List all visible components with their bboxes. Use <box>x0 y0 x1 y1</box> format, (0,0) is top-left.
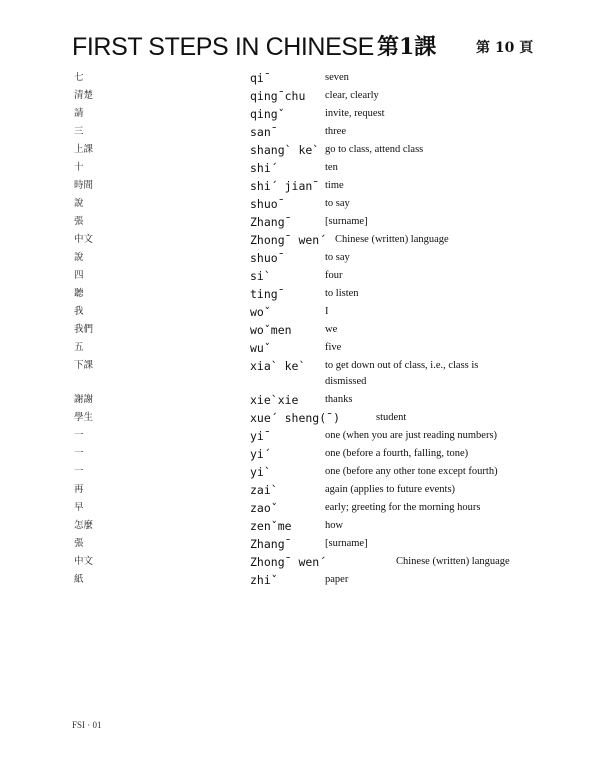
hanzi-term: 清楚 <box>74 90 94 101</box>
hanzi-term: 七 <box>74 72 84 83</box>
english-gloss: one (before any other tone except fourth) <box>325 466 498 477</box>
pinyin-romanization: woˇ <box>250 305 271 319</box>
hanzi-term: 五 <box>74 342 84 353</box>
vocabulary-list <box>0 69 605 589</box>
vocab-row <box>0 159 605 177</box>
hanzi-term: 中文 <box>74 556 94 567</box>
vocab-row <box>0 357 605 391</box>
vocab-row <box>0 427 605 445</box>
page-number: 第 10 頁 <box>476 40 534 56</box>
english-gloss: to say <box>325 252 350 263</box>
hanzi-term: 聽 <box>74 288 84 299</box>
english-gloss: ten <box>325 162 338 173</box>
hanzi-term: 三 <box>74 126 84 137</box>
pinyin-romanization: Zhong¯ wen´ <box>250 233 327 247</box>
pinyin-romanization: san¯ <box>250 125 278 139</box>
vocab-row <box>0 87 605 105</box>
english-gloss: Chinese (written) language <box>335 234 449 245</box>
english-gloss: time <box>325 180 344 191</box>
vocab-row <box>0 105 605 123</box>
english-gloss: to listen <box>325 288 359 299</box>
vocab-row <box>0 177 605 195</box>
english-gloss: to get down out of class, i.e., class is dismissed <box>325 360 479 387</box>
hanzi-term: 說 <box>74 198 84 209</box>
pinyin-romanization: si` <box>250 269 271 283</box>
vocab-row <box>0 267 605 285</box>
pinyin-romanization: woˇmen <box>250 323 292 337</box>
hanzi-term: 早 <box>74 502 84 513</box>
hanzi-term: 紙 <box>74 574 84 585</box>
pinyin-romanization: xia` ke` <box>250 359 306 373</box>
vocab-row <box>0 445 605 463</box>
english-gloss: one (before a fourth, falling, tone) <box>325 448 469 459</box>
hanzi-term: 請 <box>74 108 84 119</box>
hanzi-term: 謝謝 <box>74 394 94 405</box>
vocab-row <box>0 339 605 357</box>
vocab-row <box>0 553 605 571</box>
english-gloss: five <box>325 342 342 353</box>
english-gloss: go to class, attend class <box>325 144 424 155</box>
hanzi-term: 怎麼 <box>74 520 94 531</box>
pinyin-romanization: Zhang¯ <box>250 215 292 229</box>
pinyin-romanization: shang` ke` <box>250 143 320 157</box>
pinyin-romanization: zaoˇ <box>250 501 278 515</box>
english-gloss: student <box>376 412 407 423</box>
pinyin-romanization: shi´ jian¯ <box>250 179 320 193</box>
english-gloss: [surname] <box>325 216 368 227</box>
pinyin-romanization: xie`xie <box>250 393 299 407</box>
english-gloss: seven <box>325 72 349 83</box>
hanzi-term: 一 <box>74 430 84 441</box>
english-gloss: four <box>325 270 343 281</box>
vocab-row <box>0 213 605 231</box>
pinyin-romanization: qingˇ <box>250 107 285 121</box>
hanzi-term: 時間 <box>74 180 94 191</box>
pinyin-romanization: zenˇme <box>250 519 292 533</box>
english-gloss: three <box>325 126 346 137</box>
vocab-row <box>0 391 605 409</box>
english-gloss: thanks <box>325 394 353 405</box>
english-gloss: how <box>325 520 344 531</box>
pinyin-romanization: qing¯chu <box>250 89 306 103</box>
hanzi-term: 我們 <box>74 324 94 335</box>
vocab-row <box>0 69 605 87</box>
pinyin-romanization: shi´ <box>250 161 278 175</box>
vocab-row <box>0 517 605 535</box>
footer-code: FSI · 01 <box>72 720 102 730</box>
english-gloss: [surname] <box>325 538 368 549</box>
hanzi-term: 張 <box>74 538 84 549</box>
hanzi-term: 再 <box>74 484 84 495</box>
pinyin-romanization: xue´ sheng(¯) <box>250 411 341 425</box>
vocab-row <box>0 303 605 321</box>
hanzi-term: 說 <box>74 252 84 263</box>
english-gloss: invite, request <box>325 108 385 119</box>
pinyin-romanization: yi´ <box>250 447 271 461</box>
english-gloss: I <box>325 306 329 317</box>
lesson-number: 第1課 <box>377 34 437 60</box>
hanzi-term: 上課 <box>74 144 94 155</box>
hanzi-term: 學生 <box>74 412 94 423</box>
english-gloss: we <box>325 324 338 335</box>
hanzi-term: 張 <box>74 216 84 227</box>
vocab-row <box>0 463 605 481</box>
pinyin-romanization: wuˇ <box>250 341 271 355</box>
pinyin-romanization: Zhong¯ wen´ <box>250 555 327 569</box>
english-gloss: paper <box>325 574 349 585</box>
vocab-row <box>0 231 605 249</box>
pinyin-romanization: yi` <box>250 465 271 479</box>
english-gloss: one (when you are just reading numbers) <box>325 430 498 441</box>
hanzi-term: 一 <box>74 466 84 477</box>
page-title: FIRST STEPS IN CHINESE <box>72 33 374 61</box>
vocab-row <box>0 249 605 267</box>
pinyin-romanization: ting¯ <box>250 287 285 301</box>
hanzi-term: 中文 <box>74 234 94 245</box>
english-gloss: to say <box>325 198 350 209</box>
pinyin-romanization: shuo¯ <box>250 197 285 211</box>
vocab-row <box>0 499 605 517</box>
hanzi-term: 我 <box>74 306 84 317</box>
vocab-row <box>0 285 605 303</box>
english-gloss: early; greeting for the morning hours <box>325 502 481 513</box>
vocab-row <box>0 571 605 589</box>
vocab-row <box>0 123 605 141</box>
hanzi-term: 一 <box>74 448 84 459</box>
vocab-row <box>0 481 605 499</box>
vocab-row <box>0 195 605 213</box>
pinyin-romanization: Zhang¯ <box>250 537 292 551</box>
pinyin-romanization: yi¯ <box>250 429 271 443</box>
hanzi-term: 十 <box>74 162 84 173</box>
vocab-row <box>0 535 605 553</box>
pinyin-romanization: zhiˇ <box>250 573 278 587</box>
hanzi-term: 下課 <box>74 360 94 371</box>
pinyin-romanization: qi¯ <box>250 71 271 85</box>
english-gloss: again (applies to future events) <box>325 484 456 495</box>
pinyin-romanization: shuo¯ <box>250 251 285 265</box>
hanzi-term: 四 <box>74 270 84 281</box>
page-header <box>72 32 542 66</box>
english-gloss: Chinese (written) language <box>396 556 510 567</box>
vocab-row <box>0 321 605 339</box>
vocab-row <box>0 409 605 427</box>
english-gloss: clear, clearly <box>325 90 379 101</box>
pinyin-romanization: zai` <box>250 483 278 497</box>
vocab-row <box>0 141 605 159</box>
